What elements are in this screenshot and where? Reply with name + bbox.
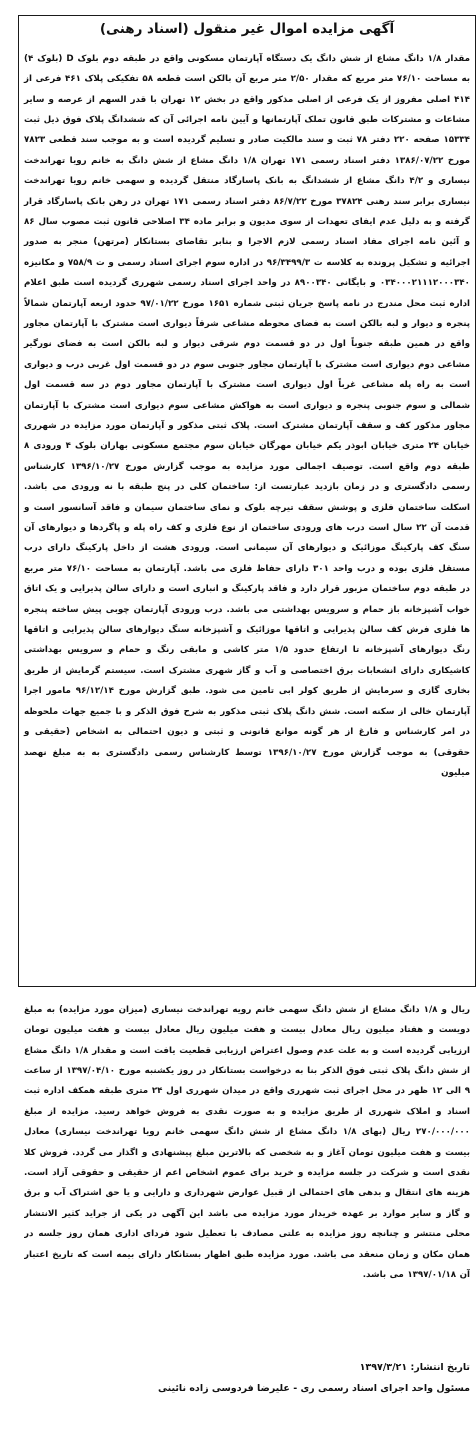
auction-notice — [18, 15, 476, 1421]
publication-date: تاریخ انتشار: ۱۳۹۷/۳/۲۱ — [359, 1362, 470, 1373]
notice-body-top: مقدار ۱/۸ دانگ مشاع از شش دانگ یک دستگاه آپارتمان مسکونی واقع در طبقه دوم بلوک D (بلوک ۴) به مساحت ۷۶/۱۰ متر مربع که مقدار ۲/۵۰ متر مربع آن بالکن است قطعه ۵۸ تفکیکی پلاک ۴۶۱ فرعی از ۴۱۴ اصلی مفروز از یک فرعی از اصلی مذکور واقع در بخش ۱۲ تهران با قدر السهم از عرصه و سایر مشاعات و مشترکات طبق قانون تملک آپارتمانها و آیین نامه اجرائی آن که ششدانگ پلاک فوق ذیل ثبت ۱۵۳۳۴ صفحه ۲۲۰ دفتر ۷۸ ثبت و سند مالکیت صادر و تسلیم گردیده است و به موجب سند قطعی ۷۸۲۳ مورخ ۱۳۸۶/۰۷/۲۲ دفتر اسناد رسمی ۱۷۱ تهران ۱/۸ دانگ مشاع از شش دانگ به خانم رویا تهراندخت نیساری و ۴/۲ دانگ مشاع از ششدانگ به بانک پاسارگاد منتقل گردیده و سهمی خانم رویا تهراندخت نیساری برابر سند رهنی ۳۷۸۲۴ مورخ ۸۶/۷/۲۲ دفتر اسناد رسمی ۱۷۱ تهران در رهن بانک پاسارگاد قرار گرفته و به دلیل عدم ایفای تعهدات از سوی مدیون و برابر ماده ۳۴ اصلاحی قانون ثبت مصوب سال ۸۶ و آئین نامه اجرای مفاد اسناد رسمی لازم الاجرا و بنابر تقاضای بستانکار (مرتهن) منجر به صدور اجرائیه و تشکیل پرونده به کلاسه ت ۹۶/۳۴۹۹/۳ در اداره سوم اجرای اسناد رسمی و ت ۷۵۸/۹ و مکانیزه ۰۳۴۰۰۰۲۱۱۱۲۰۰۰۳۴۰ و بایگانی ۸۹۰۰۳۴۰ در واحد اجرای اسناد رسمی شهرری گردیده است طبق اعلام اداره ثبت محل مندرج در نامه پاسخ جریان ثبتی شماره ۱۶۵۱ مورخ ۹۷/۰۱/۲۲ حدود اربعه آپارتمان شمالاً پنجره و دیوار و لبه بالکن است به فضای محوطه مشاعی شرقاً دیواری است مشترک با آپارتمان مجاور واقع در همین طبقه جنوباً اول در دو قسمت دوم شرقی دیوار و لبه بالکن است به فضای نورگیر مشاعی دوم دیواری است مشترک با آپارتمان مجاور جنوبی سوم در دو قسمت اول غربی درب و دیواری است به راه پله مشاعی غرباً اول دیواری است مشترک با آپارتمان مجاور دوم در سه قسمت اول شمالی و سوم جنوبی پنجره و دیواری است به هواکش مشاعی سوم دیواری است مشترک با آپارتمان مجاور مذکور کف و سقف آپارتمان مشترک است. پلاک ثبتی مذکور و آپارتمان مورد مزایده در شهرری خیابان ۲۴ متری خیابان ابوذر یکم خیابان مهرگان خیابان سوم مجتمع مسکونی بهاران بلوک ۴ ورودی ۸ طبقه دوم واقع است. توصیف اجمالی مورد مزایده به موجب گزارش مورخ ۱۳۹۶/۱۰/۲۷ کارشناس رسمی دادگستری و در زمان بازدید عبارتست از: ساختمان کلی در پنج طبقه با نه ورودی می باشد. اسکلت ساختمان فلزی و پوشش سقف تیرچه بلوک و نمای ساختمان سیمان و فاقد آسانسور است و قدمت آن ۲۲ سال است درب های ورودی ساختمان از نوع فلزی و کف راه پله و پاگردها و دیوارهای آن سنگ کف پارکینگ موزائیک و دیوارهای آن سیمانی است. ورودی هشت از داخل پارکینگ دارای درب مستقل فلزی بوده و درب واحد ۳۰۱ دارای حفاظ فلزی می باشد. آپارتمان به مساحت ۷۶/۱۰ متر مربع در طبقه دوم ساختمان مزبور قرار دارد و فاقد پارکینگ و انباری است و دارای سالن پذیرایی و یک اتاق خواب آشپزخانه باز حمام و سرویس بهداشتی می باشد. درب ورودی آپارتمان چوبی پیش ساخته پنجره ها فلزی فرش کف سالن پذیرایی و اتاقها موزائیک و آشپزخانه سنگ دیوارهای سالن پذیرایی و اتاقها رنگ دیوارهای آشپزخانه تا ارتفاع حدود ۱/۵ متر کاشی و مابقی رنگ و حمام و سرویس بهداشتی کاشیکاری دارای انشعابات برق اختصاصی و آب و گاز شهری مشترک است. سیستم گرمایش از طریق بخاری گازی و سرمایش از طریق کولر ابی تامین می شود. طبق گزارش مورخ ۹۶/۱۲/۱۴ مامور اجرا آپارتمان خالی از سکنه است. شش دانگ پلاک ثبتی مذکور به شرح فوق الذکر و با جمیع جهات ملحوظه در امر کارشناس و فارغ از هر گونه موانع قانونی و ثبتی و دیون احتمالی به اشخاص (حقیقی و حقوقی) به موجب گزارش مورخ ۱۳۹۶/۱۰/۲۷ توسط کارشناس رسمی دادگستری به به مبلغ نهصد میلیون — [24, 53, 471, 778]
official-signature: مسئول واحد اجرای اسناد رسمی ری - علیرضا فردوسی زاده نائینی — [157, 1383, 470, 1394]
notice-box — [18, 15, 476, 987]
notice-title: آگهی مزایده اموال غیر منقول (اسناد رهنی) — [99, 21, 395, 37]
notice-body-bottom: ریال و ۱/۸ دانگ مشاع از شش دانگ سهمی خانم رویه تهراندخت نیساری (میزان مورد مزایده) به مبلغ دویست و هفتاد میلیون ریال معادل بیست و هفت میلیون ریال معادل بیست و هفت میلیون تومان ارزیابی گردیده است و به علت عدم وصول اعتراض ارزیابی قطعیت یافت است و مقدار ۱/۸ دانگ مشاع از شش دانگ پلاک ثبتی فوق الذکر بنا به درخواست بستانکار در روز یکشنبه مورخ ۱۳۹۷/۰۴/۱۰ از ساعت ۹ الی ۱۲ ظهر در محل اجرای ثبت شهرری واقع در میدان شهرری اول ۲۴ متری طبقه همکف اداره ثبت اسناد و املاک شهرری از طریق مزایده و به صورت نقدی به فروش خواهد رسید. مزایده از مبلغ ۲۷۰/۰۰۰/۰۰۰ ریال (بهای ۱/۸ دانگ مشاع از شش دانگ سهمی خانم رویا تهراندخت نیساری) معادل بیست و هفت میلیون تومان آغاز و به شخصی که بالاترین مبلغ پیشنهادی و اگذار می گردد. فروش کلا نقدی است و شرکت در جلسه مزایده و خرید برای عموم اشخاص اعم از حقیقی و حقوقی آزاد است. هزینه های انتقال و بدهی های احتمالی از قبیل عوارض شهرداری و دارایی و یا حق اشتراک آب و برق و گاز و سایر موارد بر عهده خریدار مورد مزایده می باشد این آگهی در یکی از جراید کثیر الانتشار محلی منتشر و چنانچه روز مزایده به علتی مصادف با تعطیل شود فردای اداری همان روز جلسه در همان مکان و زمان منعقد می باشد. مورد مزایده طبق اظهار بستانکار دارای بیمه است که تاریخ اعتبار آن ۱۳۹۷/۰۱/۱۸ می باشد. — [24, 1004, 470, 1280]
notice-footer — [24, 1357, 470, 1399]
